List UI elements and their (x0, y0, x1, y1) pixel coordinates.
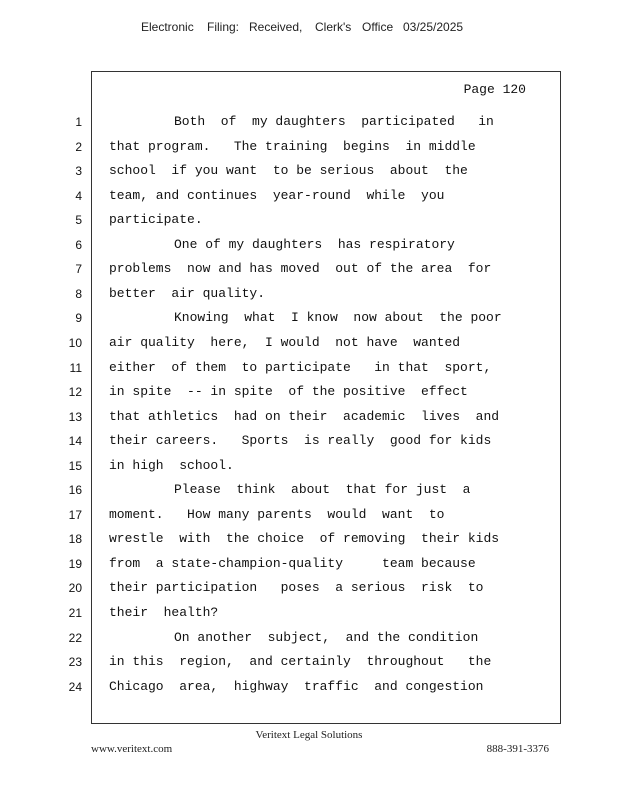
transcript-line: team, and continues year-round while you (109, 188, 445, 203)
filing-header-word: 03/25/2025 (403, 20, 464, 34)
line-number: 14 (68, 434, 82, 448)
line-number: 7 (75, 262, 82, 276)
line-number: 5 (75, 213, 82, 227)
line-number: 19 (68, 557, 82, 571)
line-number: 4 (75, 189, 82, 203)
filing-header-word: Received, (249, 20, 303, 34)
page-number: Page 120 (463, 82, 526, 97)
transcript-line: air quality here, I would not have wanted (109, 335, 461, 350)
line-number: 13 (68, 410, 82, 424)
transcript-line: that program. The training begins in middle (109, 139, 476, 154)
line-number: 18 (68, 532, 82, 546)
footer-website: www.veritext.com (91, 743, 173, 755)
line-number: 1 (75, 115, 82, 129)
transcript-line: Chicago area, highway traffic and congestion (109, 679, 484, 694)
transcript-line: in this region, and certainly throughout the (109, 654, 492, 669)
transcript-line: Please think about that for just a (174, 482, 471, 497)
line-number: 2 (75, 140, 82, 154)
filing-header (0, 20, 618, 38)
transcript-line: participate. (109, 212, 203, 227)
line-number: 16 (68, 483, 82, 497)
line-number: 6 (75, 238, 82, 252)
line-number: 10 (68, 336, 82, 350)
transcript-line: their careers. Sports is really good for kids (109, 433, 492, 448)
line-number: 17 (68, 508, 82, 522)
footer-company: Veritext Legal Solutions (255, 729, 363, 741)
filing-header-word: Office (362, 20, 394, 34)
transcript-line: in high school. (109, 458, 234, 473)
transcript-line: moment. How many parents would want to (109, 507, 445, 522)
filing-header-word: Electronic (141, 20, 194, 34)
filing-header-word: Filing: (207, 20, 240, 34)
transcript-line: from a state-champion-quality team because (109, 556, 476, 571)
transcript-line: their health? (109, 605, 219, 620)
line-number: 12 (68, 385, 82, 399)
line-number: 24 (68, 680, 82, 694)
transcript-line: their participation poses a serious risk to (109, 580, 484, 595)
transcript-line: in spite -- in spite of the positive effect (109, 384, 468, 399)
line-number: 11 (69, 361, 82, 375)
line-number: 22 (68, 631, 82, 645)
line-number: 23 (68, 655, 82, 669)
transcript-line: wrestle with the choice of removing their kids (109, 531, 500, 546)
line-number: 8 (75, 287, 82, 301)
transcript-line: better air quality. (109, 286, 266, 301)
line-number: 15 (68, 459, 82, 473)
transcript-line: On another subject, and the condition (174, 630, 479, 645)
transcript-line: Both of my daughters participated in (174, 114, 494, 129)
transcript-line: either of them to participate in that sport, (109, 360, 492, 375)
line-number: 9 (75, 311, 82, 325)
transcript-line: that athletics had on their academic lives and (109, 409, 500, 424)
footer-phone: 888-391-3376 (486, 743, 549, 755)
line-number: 3 (75, 164, 82, 178)
transcript-line: school if you want to be serious about the (109, 163, 468, 178)
transcript-line: problems now and has moved out of the area for (109, 261, 492, 276)
transcript-line: One of my daughters has respiratory (174, 237, 455, 252)
line-number: 21 (68, 606, 82, 620)
line-number: 20 (68, 581, 82, 595)
transcript-line: Knowing what I know now about the poor (174, 310, 502, 325)
filing-header-word: Clerk's (315, 20, 352, 34)
